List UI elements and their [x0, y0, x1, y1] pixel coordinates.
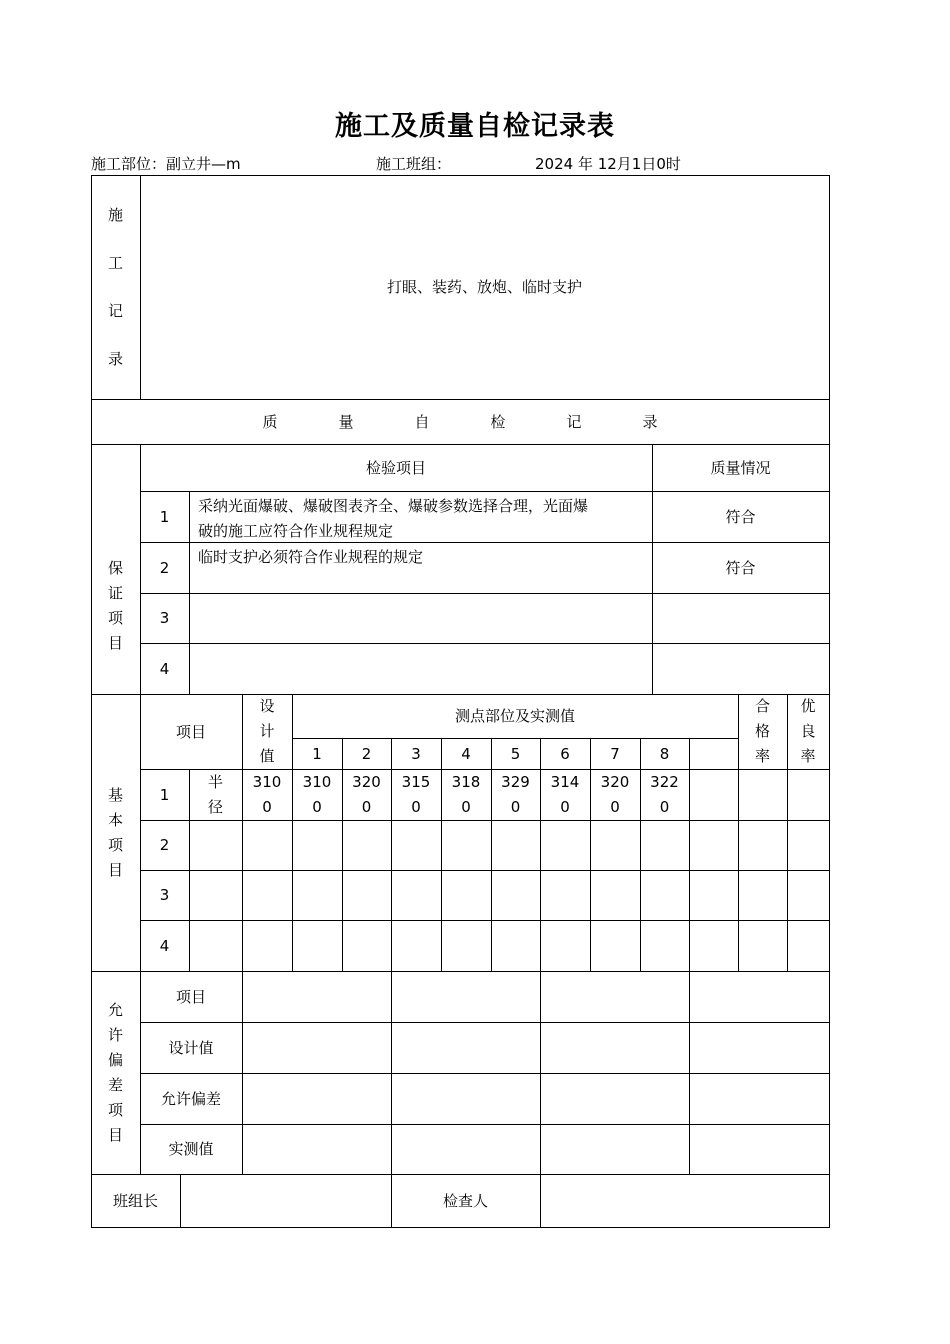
design-value: 310 0	[252, 772, 282, 816]
allowance-row-tolerance: 允许偏差	[160, 1089, 221, 1108]
guaranteed-row-number: 4	[159, 659, 170, 678]
design-value-header: 设 计 值	[259, 697, 275, 765]
measured-value: 322 0	[650, 772, 679, 816]
radius-item: 半 径	[207, 772, 223, 816]
point-number: 5	[510, 744, 521, 763]
basic-items-label: 基 本 项 目	[107, 785, 123, 879]
allowance-row-item: 项目	[175, 987, 206, 1006]
guaranteed-row-number: 2	[159, 558, 170, 577]
point-number: 6	[560, 744, 570, 763]
record-date: 2024 年 12月1日0时	[535, 155, 681, 173]
guaranteed-row-number: 3	[159, 609, 170, 627]
measured-value: 320 0	[352, 772, 381, 816]
point-number: 7	[610, 744, 620, 763]
guaranteed-row-quality: 符合	[725, 507, 756, 526]
team-leader-label: 班组长	[112, 1191, 158, 1210]
allowance-row-measured: 实测值	[168, 1140, 214, 1158]
point-number: 4	[461, 744, 471, 763]
construction-location: 施工部位：副立井—m	[91, 155, 241, 173]
pass-rate-header: 合 格 率	[754, 697, 770, 765]
basic-item-header: 项目	[175, 722, 206, 741]
inspection-item-header: 检验项目	[365, 458, 426, 477]
quality-self-check-banner: 质 量 自 检 记 录	[262, 412, 658, 431]
guaranteed-row-quality: 符合	[725, 558, 756, 577]
guaranteed-items-label: 保 证 项 目	[107, 559, 123, 652]
excellence-rate-header: 优 良 率	[800, 697, 816, 765]
point-number: 2	[361, 744, 372, 763]
measurement-points-header: 测点部位及实测值	[454, 707, 575, 725]
measured-value: 310 0	[302, 772, 332, 816]
point-number: 1	[312, 744, 322, 763]
basic-row-number: 3	[159, 886, 170, 904]
measured-value: 329 0	[501, 772, 530, 816]
guaranteed-row-text: 临时支护必须符合作业规程的规定	[198, 548, 424, 566]
allowance-row-design: 设计值	[168, 1038, 214, 1057]
construction-record-content: 打眼、装药、放炮、临时支护	[386, 278, 582, 296]
allowance-items-label: 允 许 偏 差 项 目	[107, 1000, 123, 1144]
basic-row-number: 4	[159, 936, 170, 955]
basic-row-number: 2	[159, 836, 170, 854]
page-title: 施工及质量自检记录表	[335, 111, 615, 142]
quality-status-header: 质量情况	[710, 458, 771, 477]
inspector-label: 检查人	[442, 1191, 488, 1210]
measured-value: 318 0	[451, 772, 481, 816]
measured-value: 315 0	[401, 772, 431, 816]
guaranteed-row-number: 1	[159, 507, 170, 526]
measured-value: 320 0	[600, 772, 630, 816]
basic-row-number: 1	[159, 785, 170, 804]
point-number: 3	[411, 744, 421, 763]
construction-record-label: 施 工 记 录	[107, 206, 123, 368]
guaranteed-row-text: 采纳光面爆破、爆破图表齐全、爆破参数选择合理，光面爆 破的施工应符合作业规程规定	[198, 497, 589, 540]
measured-value: 314 0	[550, 772, 580, 816]
construction-team: 施工班组：	[376, 155, 452, 173]
point-number: 8	[659, 744, 670, 763]
